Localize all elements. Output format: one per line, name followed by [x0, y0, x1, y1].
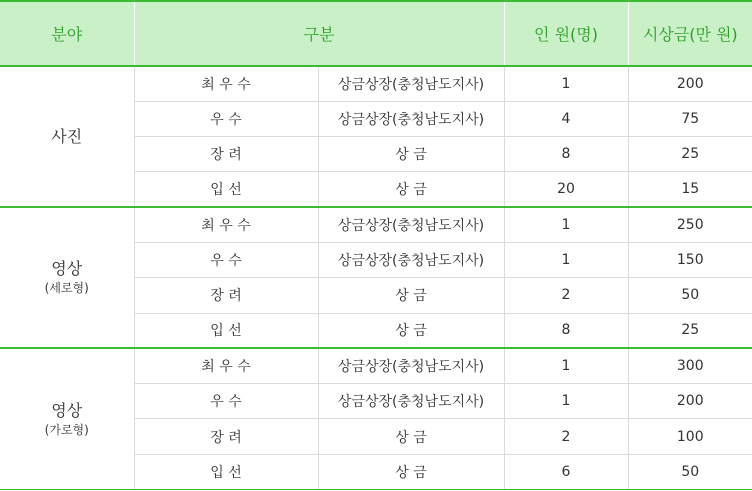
rank-cell: 장 려 — [134, 419, 318, 454]
prize-cell: 25 — [628, 313, 752, 348]
rank-cell: 우 수 — [134, 242, 318, 277]
header-count: 인 원(명) — [504, 1, 628, 66]
prize-cell: 75 — [628, 101, 752, 136]
prize-cell: 50 — [628, 278, 752, 313]
award-cell: 상 금 — [318, 419, 504, 454]
prize-cell: 100 — [628, 419, 752, 454]
count-cell: 8 — [504, 313, 628, 348]
rank-cell: 우 수 — [134, 101, 318, 136]
award-cell: 상금상장(충청남도지사) — [318, 384, 504, 419]
rank-cell: 입 선 — [134, 313, 318, 348]
count-cell: 6 — [504, 454, 628, 489]
field-subtype: (가로형) — [44, 422, 89, 437]
header-row — [0, 1, 752, 66]
award-cell: 상금상장(충청남도지사) — [318, 242, 504, 277]
rank-cell: 최 우 수 — [134, 348, 318, 383]
header-prize: 시상금(만 원) — [628, 1, 752, 66]
award-cell: 상금상장(충청남도지사) — [318, 207, 504, 242]
table-row — [0, 348, 752, 383]
count-cell: 1 — [504, 242, 628, 277]
field-subtype: (세로형) — [44, 281, 89, 296]
count-cell: 2 — [504, 419, 628, 454]
rank-cell: 우 수 — [134, 384, 318, 419]
table-row — [0, 66, 752, 101]
award-cell: 상 금 — [318, 454, 504, 489]
field-cell — [0, 348, 134, 489]
count-cell: 1 — [504, 207, 628, 242]
count-cell: 1 — [504, 348, 628, 383]
prize-cell: 200 — [628, 384, 752, 419]
field-cell — [0, 66, 134, 207]
award-cell: 상 금 — [318, 137, 504, 172]
table-header — [0, 1, 752, 66]
rank-cell: 입 선 — [134, 172, 318, 207]
rank-cell: 장 려 — [134, 278, 318, 313]
prize-cell: 15 — [628, 172, 752, 207]
field-name: 사진 — [51, 126, 83, 146]
award-cell: 상금상장(충청남도지사) — [318, 348, 504, 383]
count-cell: 8 — [504, 137, 628, 172]
count-cell: 1 — [504, 66, 628, 101]
prize-cell: 25 — [628, 137, 752, 172]
count-cell: 20 — [504, 172, 628, 207]
prize-cell: 150 — [628, 242, 752, 277]
prize-cell: 300 — [628, 348, 752, 383]
prize-cell: 200 — [628, 66, 752, 101]
prize-cell: 50 — [628, 454, 752, 489]
table-row — [0, 207, 752, 242]
award-cell: 상 금 — [318, 278, 504, 313]
rank-cell: 최 우 수 — [134, 66, 318, 101]
award-cell: 상 금 — [318, 313, 504, 348]
rank-cell: 장 려 — [134, 137, 318, 172]
header-category: 구분 — [134, 1, 504, 66]
count-cell: 1 — [504, 384, 628, 419]
count-cell: 4 — [504, 101, 628, 136]
rank-cell: 최 우 수 — [134, 207, 318, 242]
count-cell: 2 — [504, 278, 628, 313]
prize-cell: 250 — [628, 207, 752, 242]
field-name: 영상 — [51, 259, 83, 279]
rank-cell: 입 선 — [134, 454, 318, 489]
header-field: 분야 — [0, 1, 134, 66]
award-cell: 상금상장(충청남도지사) — [318, 66, 504, 101]
award-cell: 상금상장(충청남도지사) — [318, 101, 504, 136]
table-body — [0, 66, 752, 490]
field-cell — [0, 207, 134, 348]
field-name: 영상 — [51, 400, 83, 420]
award-cell: 상 금 — [318, 172, 504, 207]
